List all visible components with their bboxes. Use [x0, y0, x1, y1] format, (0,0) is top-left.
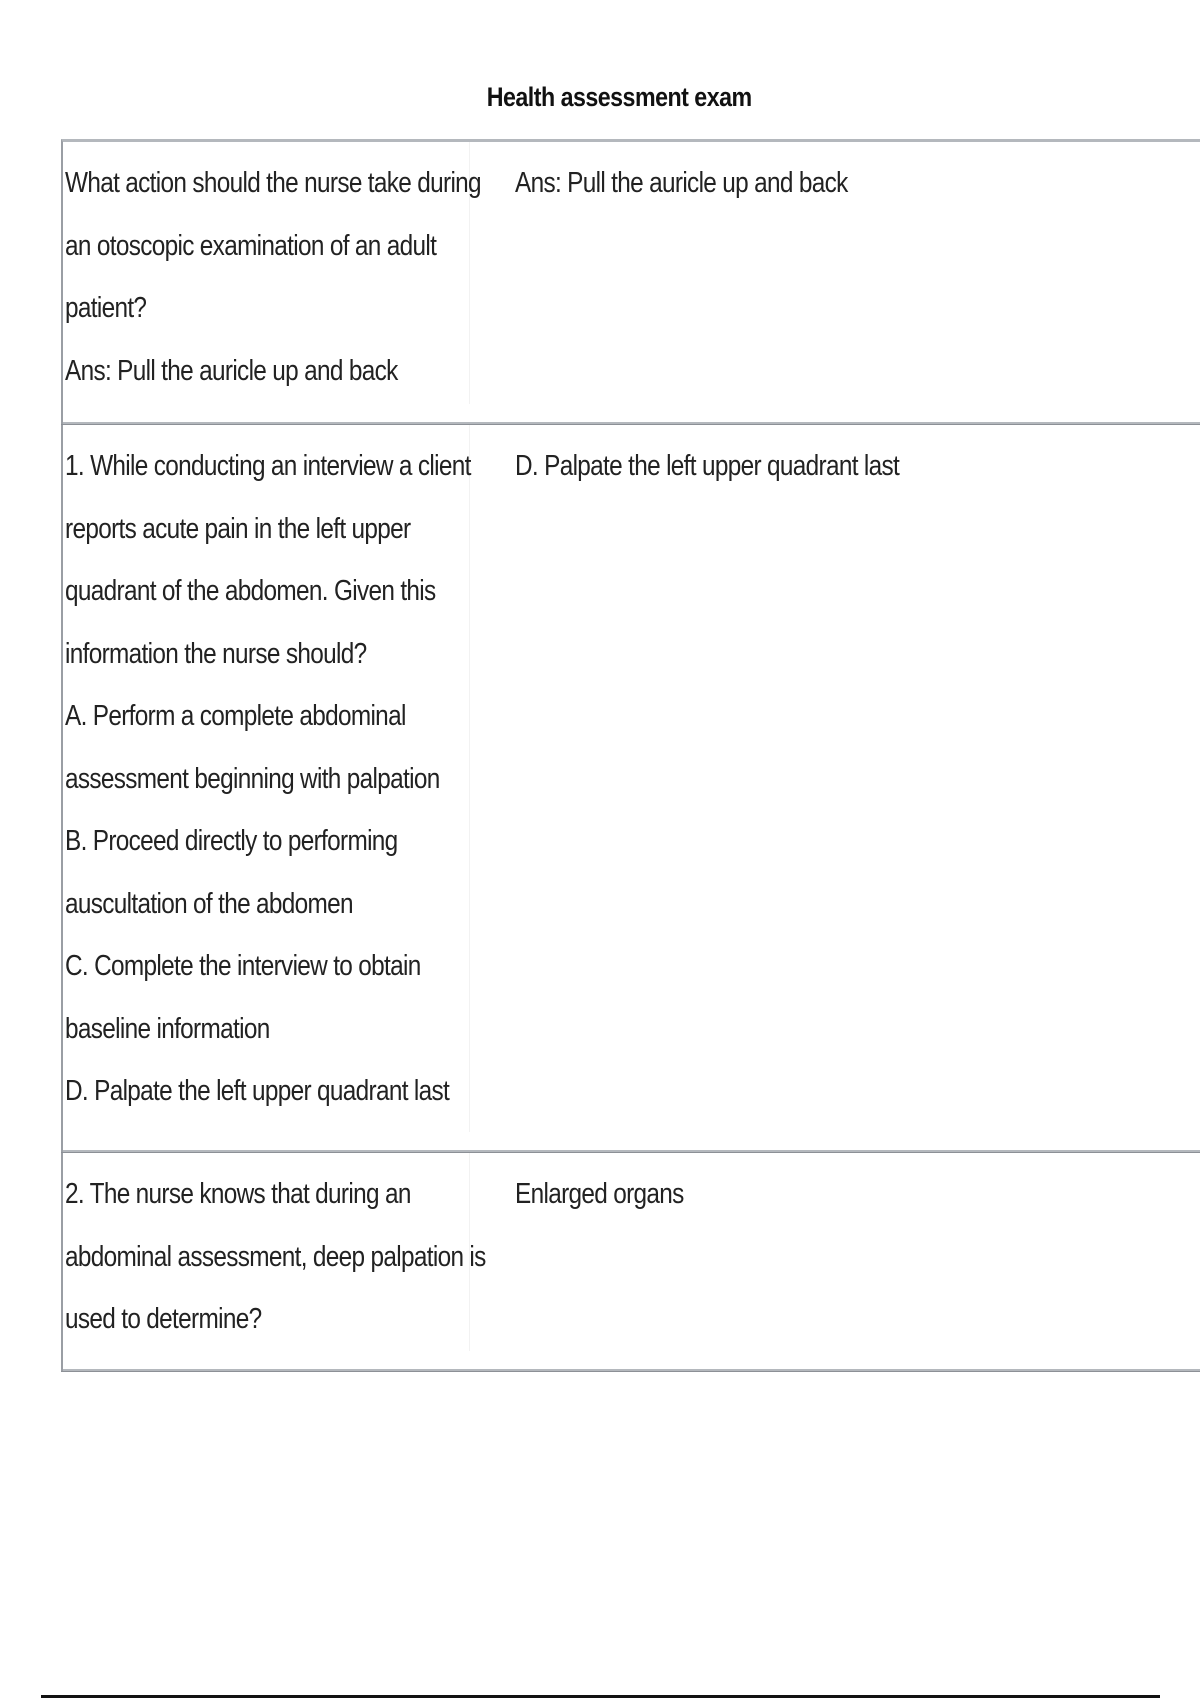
- document-title: Health assessment exam: [486, 82, 752, 112]
- answer-text: D. Palpate the left upper quadrant last: [515, 450, 900, 482]
- answer-cell: [470, 425, 1200, 1150]
- question-text-line: used to determine?: [65, 1303, 262, 1335]
- table-row: [63, 425, 1200, 1153]
- question-answer-table: [61, 139, 1200, 1372]
- question-cell: [63, 425, 470, 1132]
- answer-cell: [470, 142, 1200, 422]
- option-b-line: auscultation of the abdomen: [65, 887, 353, 920]
- question-text-line: 2. The nurse knows that during an: [65, 1178, 411, 1210]
- question-text-line: abdominal assessment, deep palpation is: [65, 1240, 486, 1273]
- answer-text: Ans: Pull the auricle up and back: [515, 167, 848, 199]
- question-text-line: What action should the nurse take during: [65, 167, 481, 199]
- option-a-line: assessment beginning with palpation: [65, 762, 440, 795]
- question-text-line: reports acute pain in the left upper: [65, 512, 411, 545]
- question-cell: [63, 142, 481, 404]
- question-text-line: information the nurse should?: [65, 637, 367, 670]
- question-cell: [63, 1153, 486, 1351]
- question-text-line: 1. While conducting an interview a client: [65, 450, 471, 482]
- option-d-line: D. Palpate the left upper quadrant last: [65, 1075, 450, 1107]
- table-row: [63, 142, 1200, 425]
- question-text-line: patient?: [65, 292, 147, 324]
- option-c-line: C. Complete the interview to obtain: [65, 950, 421, 982]
- answer-text: Enlarged organs: [515, 1178, 684, 1210]
- answer-cell: [470, 1153, 1200, 1369]
- question-text-line: Ans: Pull the auricle up and back: [65, 354, 398, 387]
- table-row: [63, 1153, 1200, 1372]
- footer-divider: [41, 1695, 1160, 1698]
- question-text-line: an otoscopic examination of an adult: [65, 229, 437, 262]
- question-text-line: quadrant of the abdomen. Given this: [65, 575, 436, 607]
- option-a-line: A. Perform a complete abdominal: [65, 700, 406, 732]
- option-b-line: B. Proceed directly to performing: [65, 825, 398, 857]
- option-c-line: baseline information: [65, 1012, 270, 1045]
